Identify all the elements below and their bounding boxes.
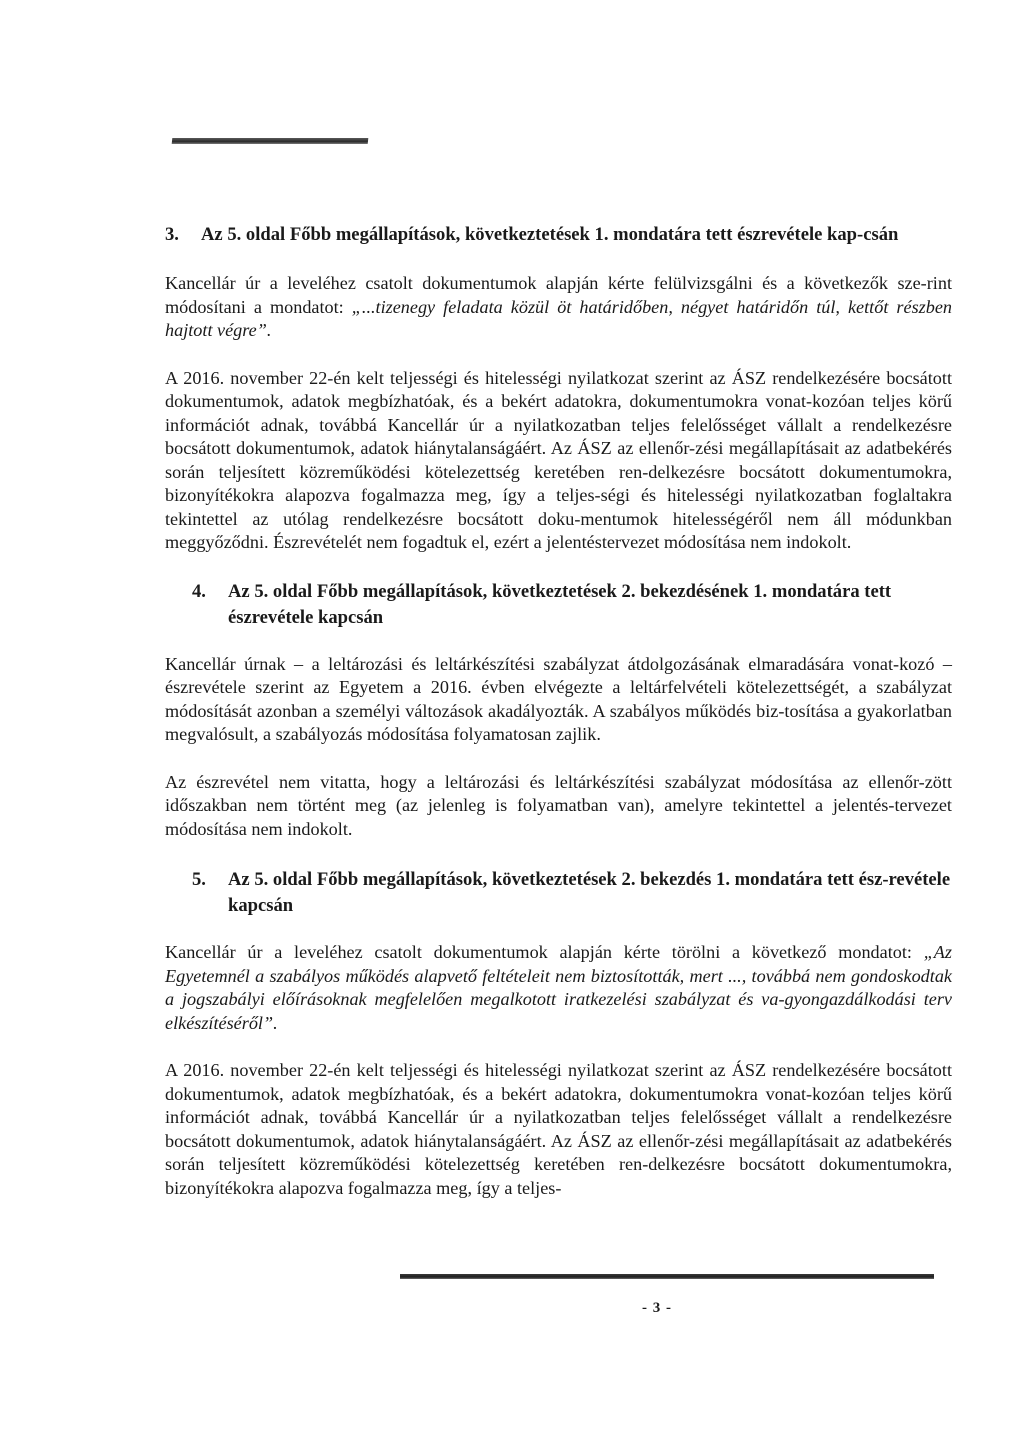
page-content xyxy=(165,222,952,1200)
section-4-paragraph-2 xyxy=(165,771,952,842)
section-5-heading xyxy=(165,867,952,919)
section-title: Az 5. oldal Főbb megállapítások, következtetések 2. bekezdésének 1. mondatára tett észrevétele kapcsán xyxy=(228,580,892,628)
section-3-heading xyxy=(165,222,952,248)
section-5-paragraph-1 xyxy=(165,941,952,1035)
quoted-sentence: „...tizenegy feladata közül öt határidőben, négyet határidőn túl, kettőt részben hajtott végre”. xyxy=(165,296,952,340)
section-number: 5. xyxy=(192,869,206,890)
page-number: - 3 - xyxy=(642,1300,672,1316)
quoted-sentence: „Az Egyetemnél a szabályos működés alapvető feltételeit nem biztosították, mert ..., továbbá nem gondoskodtak a jogszabályi előírásoknak megfelelően megalkotott iratkezelési szabályzat és va-gyongazdálkodási terv elkészítéséről”. xyxy=(165,942,952,1033)
section-3-paragraph-2 xyxy=(165,367,952,555)
section-4-heading xyxy=(165,579,952,631)
section-3-paragraph-1 xyxy=(165,272,952,343)
paragraph-text: A 2016. november 22-én kelt teljességi és hitelességi nyilatkozat szerint az ÁSZ rendelkezésére bocsátott dokumentumok, adatok megbízhatóak, és a bekért adatokra, dokumentumokra vonat-kozóan teljes körű információt adnak, továbbá Kancellár úr a nyilatkozatban teljes felelősséget vállalt a rendelkezésre bocsátott dokumentumok, adatok hiánytalanságáért. Az ÁSZ az ellenőr-zési megállapításait az adatbekérés során teljesített közreműködési kötelezettség keretében ren-delkezésre bocsátott dokumentumokra, bizonyítékokra alapozva fogalmazza meg, így a teljes-ségi és hitelességi nyilatkozatban foglaltakra tekintettel az utólag rendelkezésre bocsátott doku-mentumok hitelességéről nem áll módunkban meggyőződni. Észrevételét nem fogadtuk el, ezért a jelentéstervezet módosítása nem indokolt. xyxy=(165,367,952,552)
paragraph-text: Kancellár úr a leveléhez csatolt dokumentumok alapján kérte törölni a következő mondatot: xyxy=(165,942,924,962)
section-5-paragraph-2 xyxy=(165,1059,952,1200)
section-4-paragraph-1 xyxy=(165,653,952,747)
section-number: 4. xyxy=(192,580,206,602)
footer-rule xyxy=(400,1274,934,1279)
paragraph-text: Kancellár úrnak – a leltározási és leltárkészítési szabályzat átdolgozásának elmaradására vonat-kozó – észrevétele szerint az Egyetem a 2016. évben elvégezte a leltárfelvételi kötelezettségét, a szabályzat módosítását azonban a személyi változások akadályozták. A szabályos működés biz-tosítása a gyakorlatban megvalósult, a szabályozás módosítása folyamatosan zajlik. xyxy=(165,653,952,744)
section-title: Az 5. oldal Főbb megállapítások, következtetések 2. bekezdés 1. mondatára tett ész-revétele kapcsán xyxy=(228,869,951,916)
section-title: Az 5. oldal Főbb megállapítások, következtetések 1. mondatára tett észrevétele kap-csán xyxy=(201,224,899,245)
section-number: 3. xyxy=(165,224,179,245)
paragraph-text: Az észrevétel nem vitatta, hogy a leltározási és leltárkészítési szabályzat módosítása az ellenőr-zött időszakban nem történt meg (az jelenleg is folyamatban van), amelyre tekintettel a jelentés-tervezet módosítása nem indokolt. xyxy=(165,771,952,839)
paragraph-text: Kancellár úr a leveléhez csatolt dokumentumok alapján kérte felülvizsgálni és a következők sze-rint módosítani a mondatot: xyxy=(165,273,952,317)
paragraph-text: A 2016. november 22-én kelt teljességi és hitelességi nyilatkozat szerint az ÁSZ rendelkezésére bocsátott dokumentumok, adatok megbízhatóak, és a bekért adatokra, dokumentumokra vonat-kozóan teljes körű információt adnak, továbbá Kancellár úr a nyilatkozatban teljes felelősséget vállalt a rendelkezésre bocsátott dokumentumok, adatok hiánytalanságáért. Az ÁSZ az ellenőr-zési megállapításait az adatbekérés során teljesített közreműködési kötelezettség keretében ren-delkezésre bocsátott dokumentumokra, bizonyítékokra alapozva fogalmazza meg, így a teljes- xyxy=(165,1060,952,1198)
top-header-rule xyxy=(172,138,369,144)
